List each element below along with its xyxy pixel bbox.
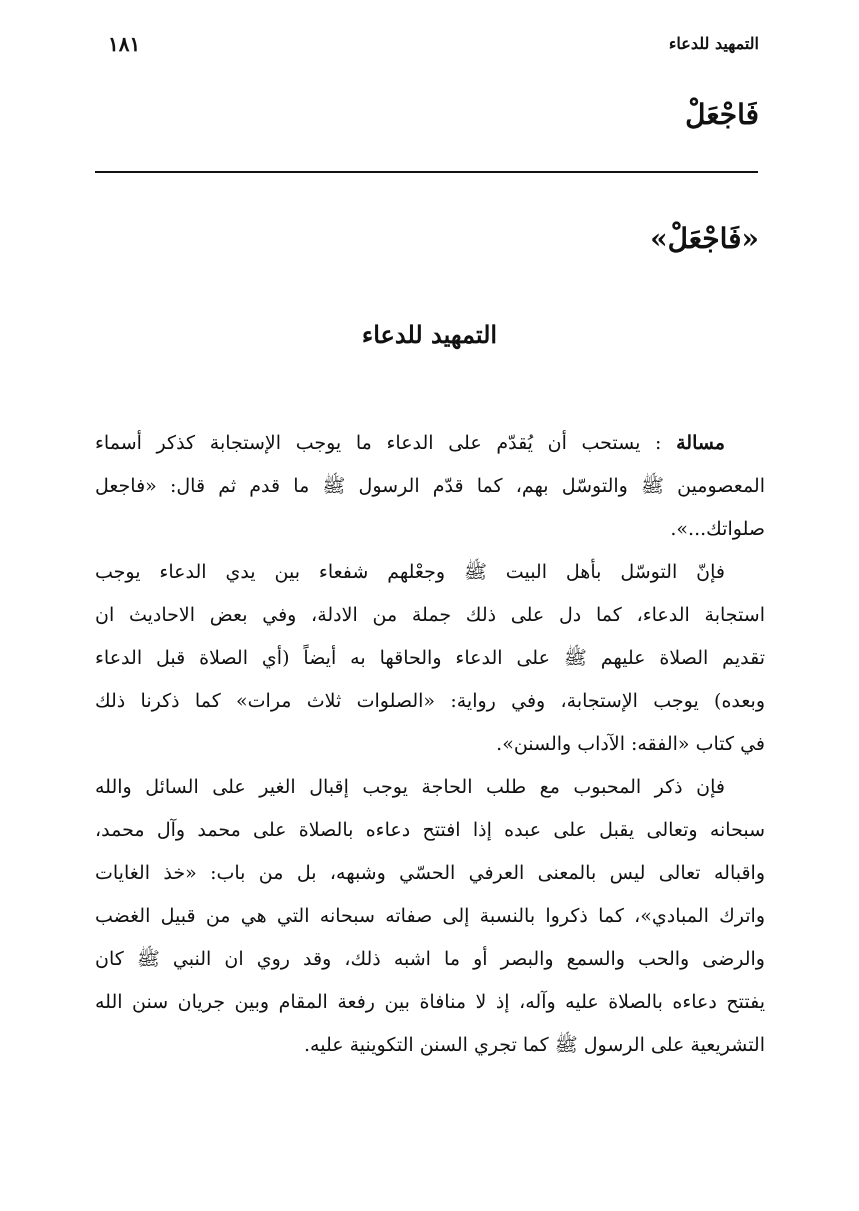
chapter-word: فَاجْعَلْ — [685, 98, 759, 131]
text-line: واقباله تعالى ليس بالمعنى العرفي الحسّي وشبهه، بل من باب: «خذ الغايات — [95, 862, 765, 884]
paragraph — [95, 766, 765, 1067]
text-line-content: : يستحب أن يُقدّم على الدعاء ما يوجب الإستجابة كذكر أسماء — [95, 432, 677, 454]
quoted-word: «فَاجْعَلْ» — [650, 222, 759, 255]
paragraph — [95, 551, 765, 766]
text-line: سبحانه وتعالى يقبل على عبده إذا افتتح دعاءه بالصلاة على محمد وآل محمد، — [95, 819, 765, 841]
paragraph — [95, 422, 765, 551]
text-line: صلواتك...». — [670, 518, 765, 540]
text-line: التشريعية على الرسول ﷺ كما تجري السنن التكوينية عليه. — [303, 1034, 765, 1056]
paragraph-lead: مسالة — [676, 432, 725, 454]
text-line: فإن ذكر المحبوب مع طلب الحاجة يوجب إقبال الغير على السائل والله — [95, 776, 725, 798]
text-line: المعصومين ﷺ والتوسّل بهم، كما قدّم الرسول ﷺ ما قدم ثم قال: «فاجعل — [95, 475, 765, 497]
text-line: استجابة الدعاء، كما دل على ذلك جملة من الادلة، وفي بعض الاحاديث ان — [95, 604, 765, 626]
text-line — [95, 422, 765, 465]
text-line: والرضى والحب والسمع والبصر أو ما اشبه ذلك، وقد روي ان النبي ﷺ كان — [95, 948, 765, 970]
section-heading: التمهيد للدعاء — [361, 320, 498, 349]
body-text — [95, 422, 765, 1067]
text-line: واترك المبادي»، كما ذكروا بالنسبة إلى صفاته سبحانه التي هي من قبيل الغضب — [95, 905, 765, 927]
running-title: التمهيد للدعاء — [668, 34, 759, 53]
page-number: ١٨١ — [108, 32, 141, 56]
horizontal-rule — [95, 171, 758, 173]
text-line: وبعده) يوجب الإستجابة، وفي رواية: «الصلوات ثلاث مرات» كما ذكرنا ذلك — [95, 690, 765, 712]
text-line: يفتتح دعاءه بالصلاة عليه وآله، إذ لا منافاة بين رفعة المقام وبين جريان سنن الله — [95, 991, 765, 1013]
text-line: في كتاب «الفقه: الآداب والسنن». — [496, 733, 765, 755]
text-line: فإنّ التوسّل بأهل البيت ﷺ وجعْلهم شفعاء بين يدي الدعاء يوجب — [95, 561, 725, 583]
text-line: تقديم الصلاة عليهم ﷺ على الدعاء والحاقها به أيضاً (أي الصلاة قبل الدعاء — [95, 647, 765, 669]
